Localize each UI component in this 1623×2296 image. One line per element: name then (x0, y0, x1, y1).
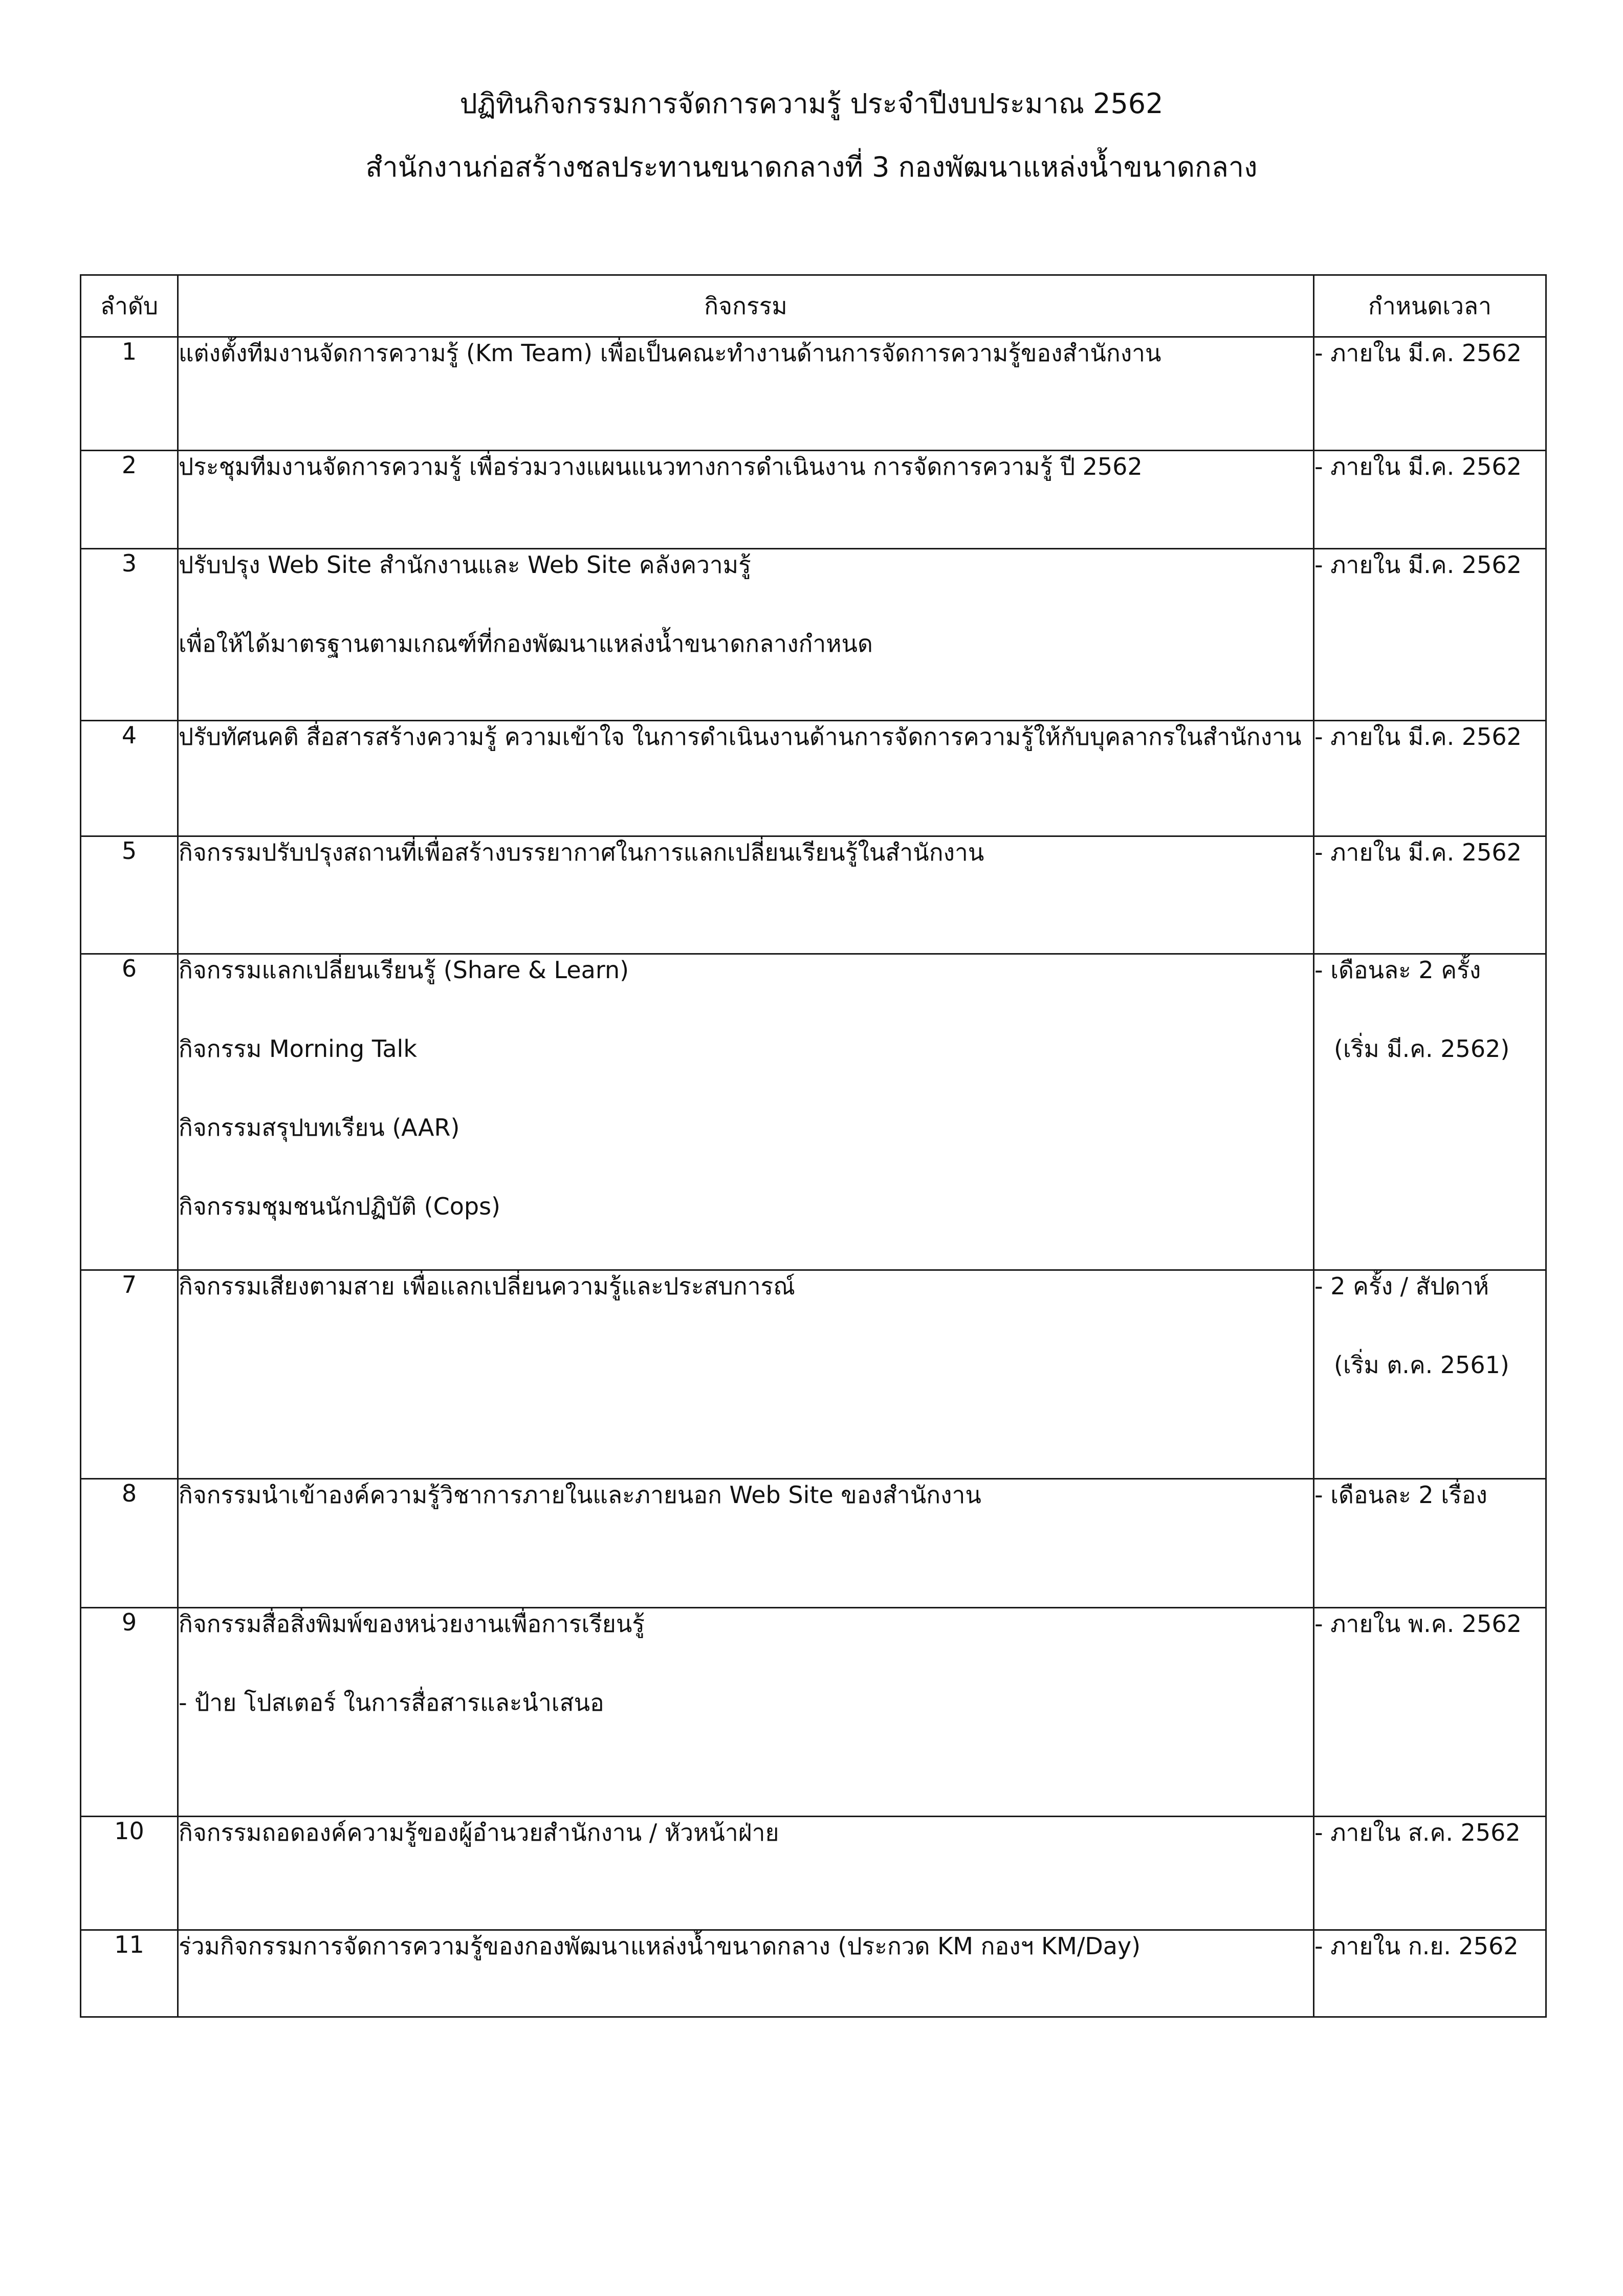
activity-text: กิจกรรม Morning Talk (179, 1035, 417, 1063)
time-start-text: (เริ่ม มี.ค. 2562) (1334, 1035, 1510, 1063)
activity-text: กิจกรรมถอดองค์ความรู้ของผู้อำนวยสำนักงาน / หัวหน้าฝ่าย (179, 1819, 779, 1846)
table-row (81, 1817, 1546, 1930)
table-row (81, 954, 1546, 1270)
time-cell (1314, 549, 1546, 721)
activity-cell (178, 549, 1314, 721)
document-title: ปฏิทินกิจกรรมการจัดการความรู้ ประจำปีงบประมาณ 2562 (459, 87, 1164, 120)
table-row (81, 836, 1546, 954)
time-cell (1314, 954, 1546, 1270)
row-number: 11 (81, 1930, 178, 2017)
header-activity: กิจกรรม (178, 275, 1314, 337)
activity-text: แต่งตั้งทีมงานจัดการความรู้ (Km Team) เพื่อเป็นคณะทำงานด้านการจัดการความรู้ของสำนักงาน (179, 339, 1161, 367)
time-text: - 2 ครั้ง / สัปดาห์ (1314, 1272, 1489, 1300)
row-number: 7 (81, 1270, 178, 1479)
row-number: 4 (81, 721, 178, 836)
header-no: ลำดับ (81, 275, 178, 337)
activity-cell (178, 836, 1314, 954)
row-number: 10 (81, 1817, 178, 1930)
time-text: - ภายใน ส.ค. 2562 (1314, 1819, 1521, 1846)
time-cell (1314, 1608, 1546, 1817)
time-cell (1314, 337, 1546, 451)
time-text: - ภายใน มี.ค. 2562 (1314, 723, 1522, 750)
row-number: 6 (81, 954, 178, 1270)
document-subtitle: สำนักงานก่อสร้างชลประทานขนาดกลางที่ 3 กองพัฒนาแหล่งน้ำขนาดกลาง (365, 151, 1258, 183)
time-text: - ภายใน มี.ค. 2562 (1314, 453, 1522, 480)
activity-text: กิจกรรมเสียงตามสาย เพื่อแลกเปลี่ยนความรู้และประสบการณ์ (179, 1272, 795, 1300)
time-cell (1314, 836, 1546, 954)
time-cell (1314, 1479, 1546, 1608)
time-text: - ภายใน มี.ค. 2562 (1314, 838, 1522, 866)
time-text: - เดือนละ 2 ครั้ง (1314, 956, 1481, 984)
header-time: กำหนดเวลา (1314, 275, 1546, 337)
activity-cell (178, 1479, 1314, 1608)
activity-cell (178, 721, 1314, 836)
activity-text: เพื่อให้ได้มาตรฐานตามเกณฑ์ที่กองพัฒนาแหล่งน้ำขนาดกลางกำหนด (179, 630, 873, 657)
activity-text: ร่วมกิจกรรมการจัดการความรู้ของกองพัฒนาแหล่งน้ำขนาดกลาง (ประกวด KM กองฯ KM/Day) (179, 1932, 1141, 1960)
activity-cell (178, 1930, 1314, 2017)
activity-cell (178, 1608, 1314, 1817)
activity-text: ประชุมทีมงานจัดการความรู้ เพื่อร่วมวางแผนแนวทางการดำเนินงาน การจัดการความรู้ ปี 2562 (179, 453, 1143, 480)
row-number: 9 (81, 1608, 178, 1817)
activity-text: กิจกรรมชุมชนนักปฏิบัติ (Cops) (179, 1193, 500, 1220)
activity-text: กิจกรรมนำเข้าองค์ความรู้วิชาการภายในและภายนอก Web Site ของสำนักงาน (179, 1481, 981, 1509)
time-cell (1314, 1930, 1546, 2017)
activity-cell (178, 451, 1314, 549)
activity-cell (178, 1817, 1314, 1930)
table-row (81, 1479, 1546, 1608)
activity-text: - ป้าย โปสเตอร์ ในการสื่อสารและนำเสนอ (179, 1689, 604, 1716)
activity-cell (178, 1270, 1314, 1479)
time-text: - ภายใน ก.ย. 2562 (1314, 1932, 1519, 1960)
activity-text: กิจกรรมสรุปบทเรียน (AAR) (179, 1114, 460, 1141)
time-text: - ภายใน มี.ค. 2562 (1314, 551, 1522, 579)
table-row (81, 549, 1546, 721)
activity-text: ปรับทัศนคติ สื่อสารสร้างความรู้ ความเข้าใจ ในการดำเนินงานด้านการจัดการความรู้ให้กับบุคลากรในสำนักงาน (179, 723, 1302, 750)
activity-text: กิจกรรมแลกเปลี่ยนเรียนรู้ (Share & Learn) (179, 956, 629, 984)
time-cell (1314, 1270, 1546, 1479)
activity-schedule-table (80, 274, 1547, 2018)
table-row (81, 721, 1546, 836)
time-text: - เดือนละ 2 เรื่อง (1314, 1481, 1487, 1509)
activity-text: ปรับปรุง Web Site สำนักงานและ Web Site คลังความรู้ (179, 551, 751, 579)
table-row (81, 1608, 1546, 1817)
table-row (81, 1930, 1546, 2017)
row-number: 1 (81, 337, 178, 451)
table-row (81, 337, 1546, 451)
row-number: 3 (81, 549, 178, 721)
table-row (81, 451, 1546, 549)
activity-text: กิจกรรมปรับปรุงสถานที่เพื่อสร้างบรรยากาศในการแลกเปลี่ยนเรียนรู้ในสำนักงาน (179, 838, 984, 866)
time-text: - ภายใน มี.ค. 2562 (1314, 339, 1522, 367)
activity-text: กิจกรรมสื่อสิ่งพิมพ์ของหน่วยงานเพื่อการเรียนรู้ (179, 1610, 645, 1638)
activity-cell (178, 337, 1314, 451)
time-start-text: (เริ่ม ต.ค. 2561) (1334, 1351, 1509, 1379)
time-cell (1314, 451, 1546, 549)
row-number: 2 (81, 451, 178, 549)
time-text: - ภายใน พ.ค. 2562 (1314, 1610, 1522, 1638)
table-header-row (81, 275, 1546, 337)
time-cell (1314, 1817, 1546, 1930)
time-cell (1314, 721, 1546, 836)
row-number: 5 (81, 836, 178, 954)
row-number: 8 (81, 1479, 178, 1608)
activity-cell (178, 954, 1314, 1270)
table-row (81, 1270, 1546, 1479)
